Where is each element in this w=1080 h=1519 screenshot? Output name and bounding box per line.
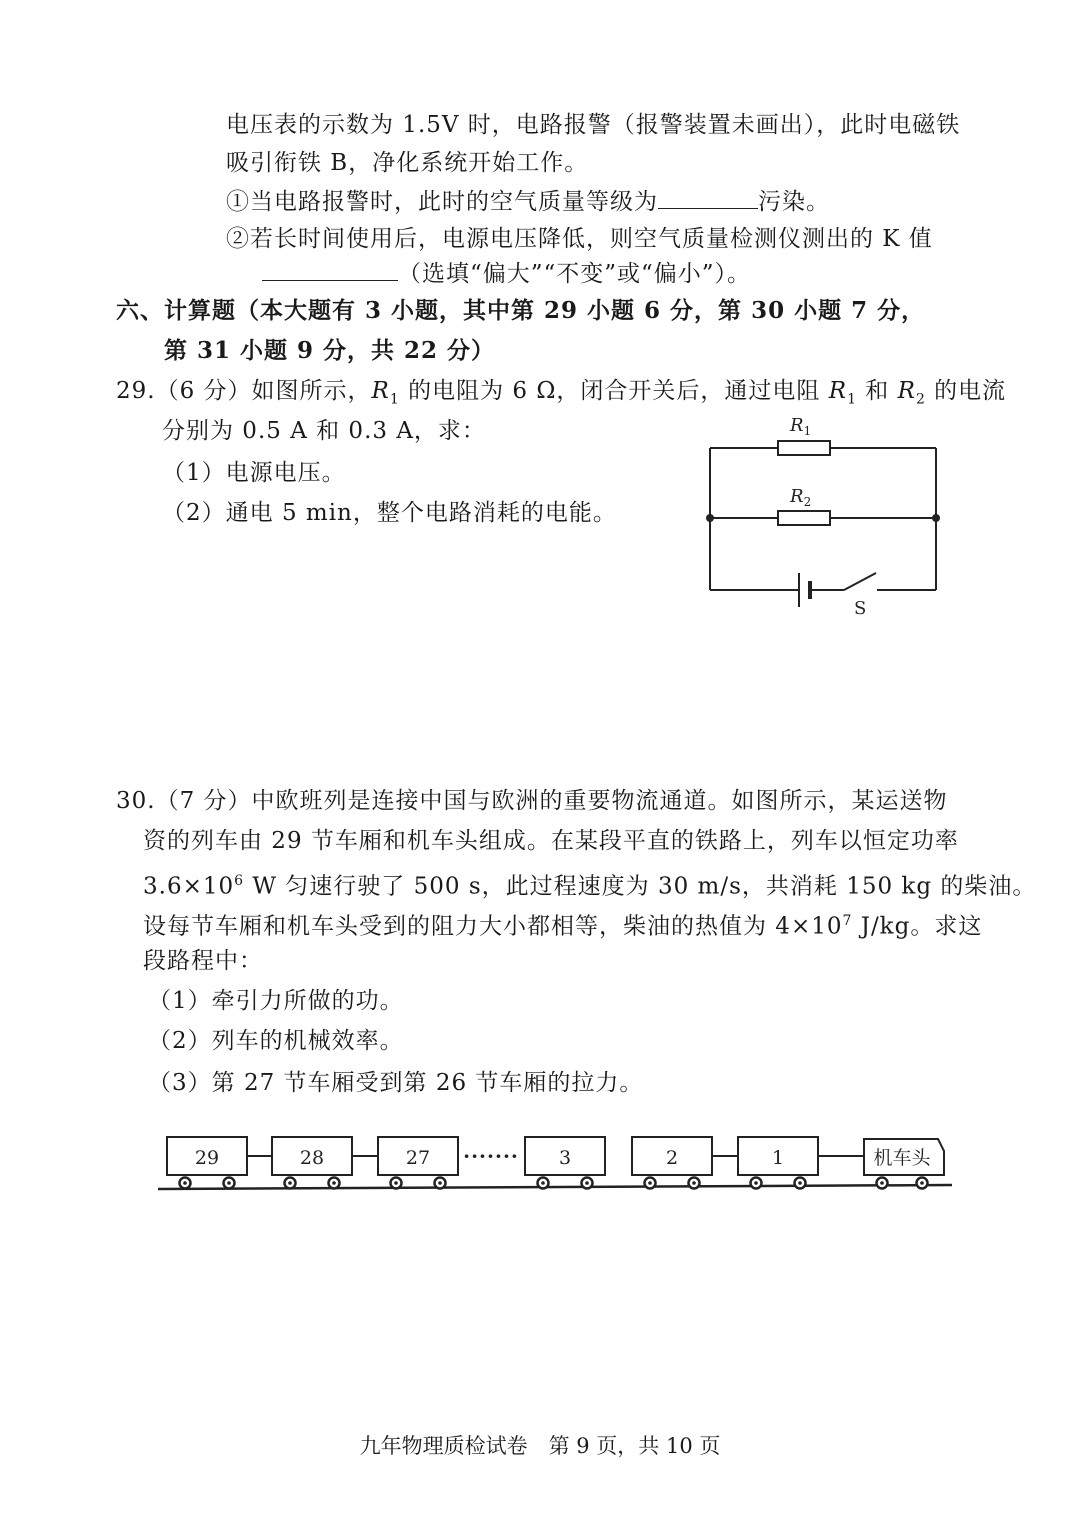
wheel-hub [692,1181,696,1185]
wheel-hub [438,1181,442,1185]
r-subscript: 1 [847,391,857,408]
label-r2: $R_2$ [790,486,812,509]
q28-subquestion-2-answer [262,258,751,289]
q30-text: 3.6×10 [143,873,235,900]
q28-subquestion-1 [226,186,830,217]
label-switch: S [854,598,867,618]
q30-line4 [143,906,982,942]
wheel-hub [183,1181,187,1185]
car-number: 2 [665,1147,679,1169]
rail-track [158,1185,952,1189]
r-symbol: R [828,378,848,404]
battery-icon [799,573,810,607]
q30-text: 中欧班列是连接中国与欧洲的重要物流通道。如图所示，某运送物 [251,788,948,814]
q29-text: 和 [856,378,898,404]
r-subscript: 2 [915,391,926,408]
exponent: 7 [842,913,853,929]
wheel-hub [880,1181,884,1185]
q30-line2: 资的列车由 29 节车厢和机车头组成。在某段平直的铁路上，列车以恒定功率 [143,828,959,854]
section-6-title-line2: 第 31 小题 9 分，共 22 分） [164,337,496,364]
wheel-hub [585,1181,589,1185]
q30-ask-2: （2）列车的机械效率。 [148,1028,404,1054]
q29-text: 的电流 [925,378,1007,404]
car-number: 3 [558,1147,572,1169]
q29-ask-2: （2）通电 5 min，整个电路消耗的电能。 [162,500,617,526]
junction-node [706,514,714,522]
wheel-hub [648,1181,652,1185]
section-6-title: 六、计算题（本大题有 3 小题，其中第 29 小题 6 分，第 30 小题 7 分， [116,297,926,324]
resistor-r1 [778,441,830,455]
wheel-hub [798,1181,802,1185]
ellipsis-dots: ······· [463,1144,519,1168]
q30-number: 30. [116,788,156,814]
car-number: 29 [194,1147,220,1169]
label-r1: $R_1$ [790,415,812,438]
r-symbol: R [897,378,916,404]
wheel-hub [754,1181,758,1185]
wheel-hub [920,1181,924,1185]
q29-ask-1: （1）电源电压。 [162,460,346,486]
q30-text: W 匀速行驶了 500 s，此过程速度为 30 m/s，共消耗 150 kg 的柴油。 [244,873,1037,900]
q29-line2: 分别为 0.5 A 和 0.3 A，求： [162,418,486,444]
q30-line5: 段路程中： [143,948,263,974]
q30-line3 [143,866,1036,902]
locomotive-label: 机车头 [873,1147,931,1169]
q28-text-line2: 吸引衔铁 B，净化系统开始工作。 [226,150,589,176]
q28-sub1-suffix: 污染。 [758,189,830,215]
junction-node [932,514,940,522]
switch-icon [844,573,876,590]
q30-ask-3: （3）第 27 节车厢受到第 26 节车厢的拉力。 [148,1070,644,1096]
q28-sub2-suffix: （选填“偏大”“不变”或“偏小”）。 [398,261,752,287]
r-subscript: 1 [389,391,400,408]
q29-text: 如图所示， [251,378,372,404]
circuit-diagram [700,408,950,618]
train-diagram [150,1125,960,1205]
r-symbol: R [371,378,390,404]
wheel-hub [288,1181,292,1185]
wheel-hub [394,1181,398,1185]
q29-text: 的电阻为 6 Ω，闭合开关后，通过电阻 [399,378,829,404]
exponent: 6 [234,873,245,889]
q29-score: （6 分） [155,378,252,404]
answer-blank[interactable] [658,186,758,209]
q30-ask-1: （1）牵引力所做的功。 [148,988,404,1014]
wheel-hub [332,1181,336,1185]
q29-number: 29. [116,378,156,404]
q28-subquestion-2: ②若长时间使用后，电源电压降低，则空气质量检测仪测出的 K 值 [226,226,933,252]
answer-blank[interactable] [262,258,398,281]
resistor-r2 [778,511,830,525]
q30-text: 设每节车厢和机车头受到的阻力大小都相等，柴油的热值为 4×10 [143,913,843,940]
q28-text-line1: 电压表的示数为 1.5V 时，电路报警（报警装置未画出），此时电磁铁 [226,112,961,138]
car-number: 1 [771,1147,785,1169]
car-number: 28 [299,1147,325,1169]
q30-score: （7 分） [155,788,252,814]
wheel-hub [541,1181,545,1185]
q30-text: J/kg。求这 [852,913,983,940]
car-number: 27 [405,1147,431,1169]
q28-sub1-prefix: ①当电路报警时，此时的空气质量等级为 [226,189,658,215]
wheel-hub [227,1181,231,1185]
page-footer: 九年物理质检试卷 第 9 页，共 10 页 [359,1434,721,1458]
q30-line1 [116,786,948,816]
